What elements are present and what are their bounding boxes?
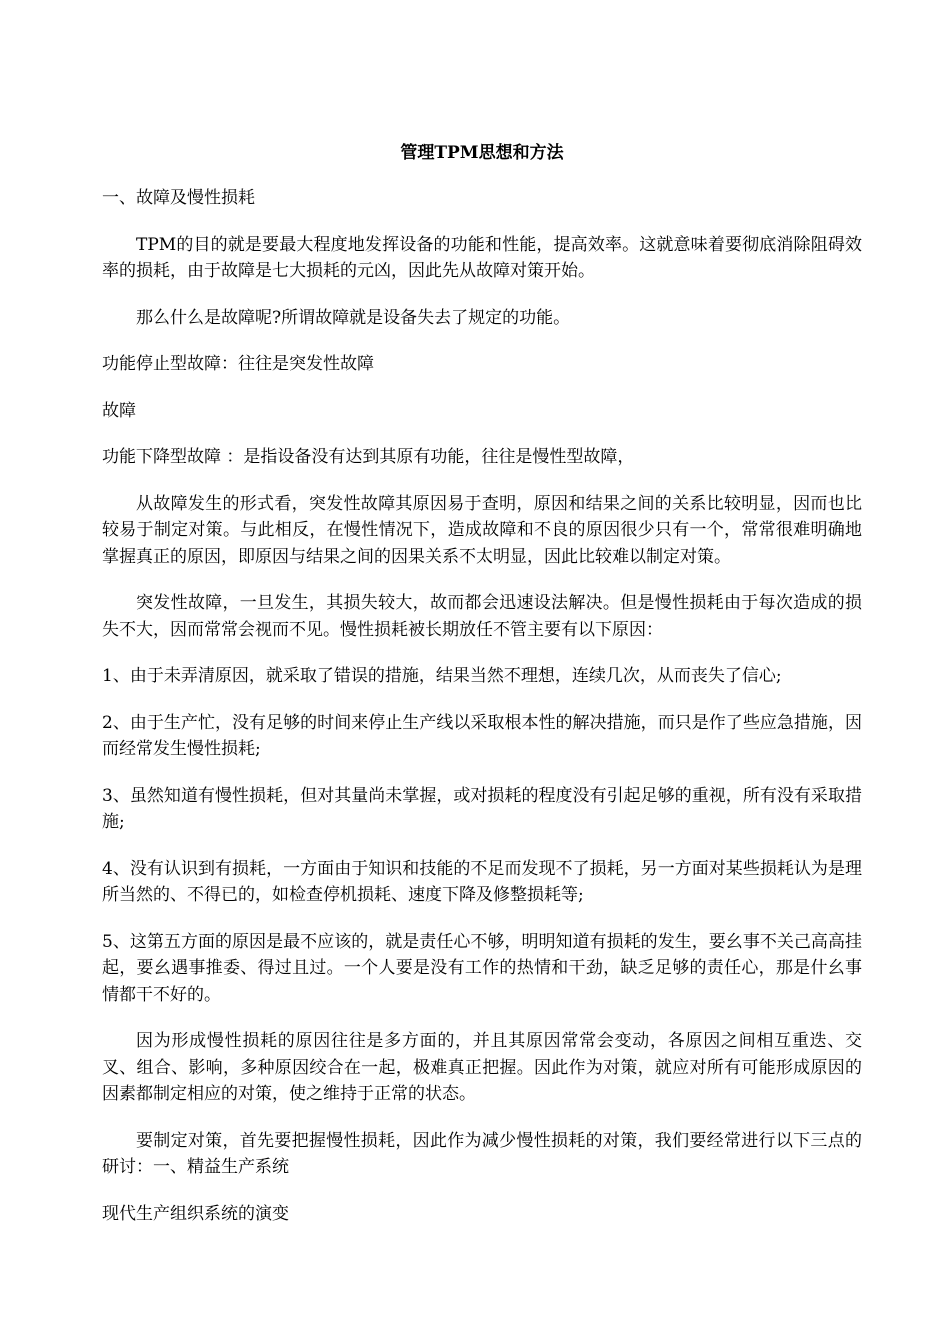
paragraph: 1、由于未弄清原因，就采取了错误的措施，结果当然不理想，连续几次，从而丧失了信心; bbox=[102, 666, 782, 686]
paragraph: 4、没有认识到有损耗，一方面由于知识和技能的不足而发现不了损耗，另一方面对某些损耗认为是理所当然的、不得已的，如检查停机损耗、速度下降及修整损耗等; bbox=[102, 858, 862, 905]
paragraph: 功能下降型故障 ：是指设备没有达到其原有功能，往往是慢性型故障， bbox=[102, 447, 635, 467]
paragraph: 现代生产组织系统的演变 bbox=[102, 1203, 289, 1224]
document-body bbox=[102, 140, 862, 1247]
paragraph-list bbox=[102, 185, 862, 1227]
paragraph: 突发性故障，一旦发生，其损失较大，故而都会迅速设法解决。但是慢性损耗由于每次造成的损失不大，因而常常会视而不见。慢性损耗被长期放任不管主要有以下原因： bbox=[102, 593, 862, 640]
paragraph: 从故障发生的形式看，突发性故障其原因易于查明，原因和结果之间的关系比较明显，因而也比较易于制定对策。与此相反，在慢性情况下，造成故障和不良的原因很少只有一个，常常很难明确地掌握真正的原因，即原因与结果之间的因果关系不太明显，因此比较难以制定对策。 bbox=[102, 493, 862, 567]
paragraph: 5、这第五方面的原因是最不应该的，就是责任心不够，明明知道有损耗的发生，要幺事不关己高高挂起，要幺遇事推委、得过且过。一个人要是没有工作的热情和干劲，缺乏足够的责任心，那是什幺事情都干不好的。 bbox=[102, 931, 862, 1005]
paragraph: 3、虽然知道有慢性损耗，但对其量尚未掌握，或对损耗的程度没有引起足够的重视，所有没有采取措施; bbox=[102, 785, 862, 832]
document-title: 管理TPM思想和方法 bbox=[400, 143, 564, 163]
paragraph: 功能停止型故障：往往是突发性故障 bbox=[102, 354, 374, 374]
paragraph: 2、由于生产忙，没有足够的时间来停止生产线以采取根本性的解决措施，而只是作了些应急措施，因而经常发生慢性损耗; bbox=[102, 712, 862, 759]
paragraph: 要制定对策，首先要把握慢性损耗，因此作为减少慢性损耗的对策，我们要经常进行以下三点的研讨：一、精益生产系统 bbox=[102, 1130, 862, 1177]
paragraph: 一、故障及慢性损耗 bbox=[102, 188, 255, 208]
paragraph: TPM的目的就是要最大程度地发挥设备的功能和性能，提高效率。这就意味着要彻底消除阻碍效率的损耗，由于故障是七大损耗的元凶，因此先从故障对策开始。 bbox=[102, 234, 862, 281]
paragraph: 故障 bbox=[102, 400, 136, 421]
paragraph: 那么什么是故障呢?所谓故障就是设备失去了规定的功能。 bbox=[136, 307, 571, 328]
paragraph: 因为形成慢性损耗的原因往往是多方面的，并且其原因常常会变动，各原因之间相互重迭、交叉、组合、影响，多种原因绞合在一起，极难真正把握。因此作为对策，就应对所有可能形成原因的因素都制定相应的对策，使之维持于正常的状态。 bbox=[102, 1031, 862, 1104]
